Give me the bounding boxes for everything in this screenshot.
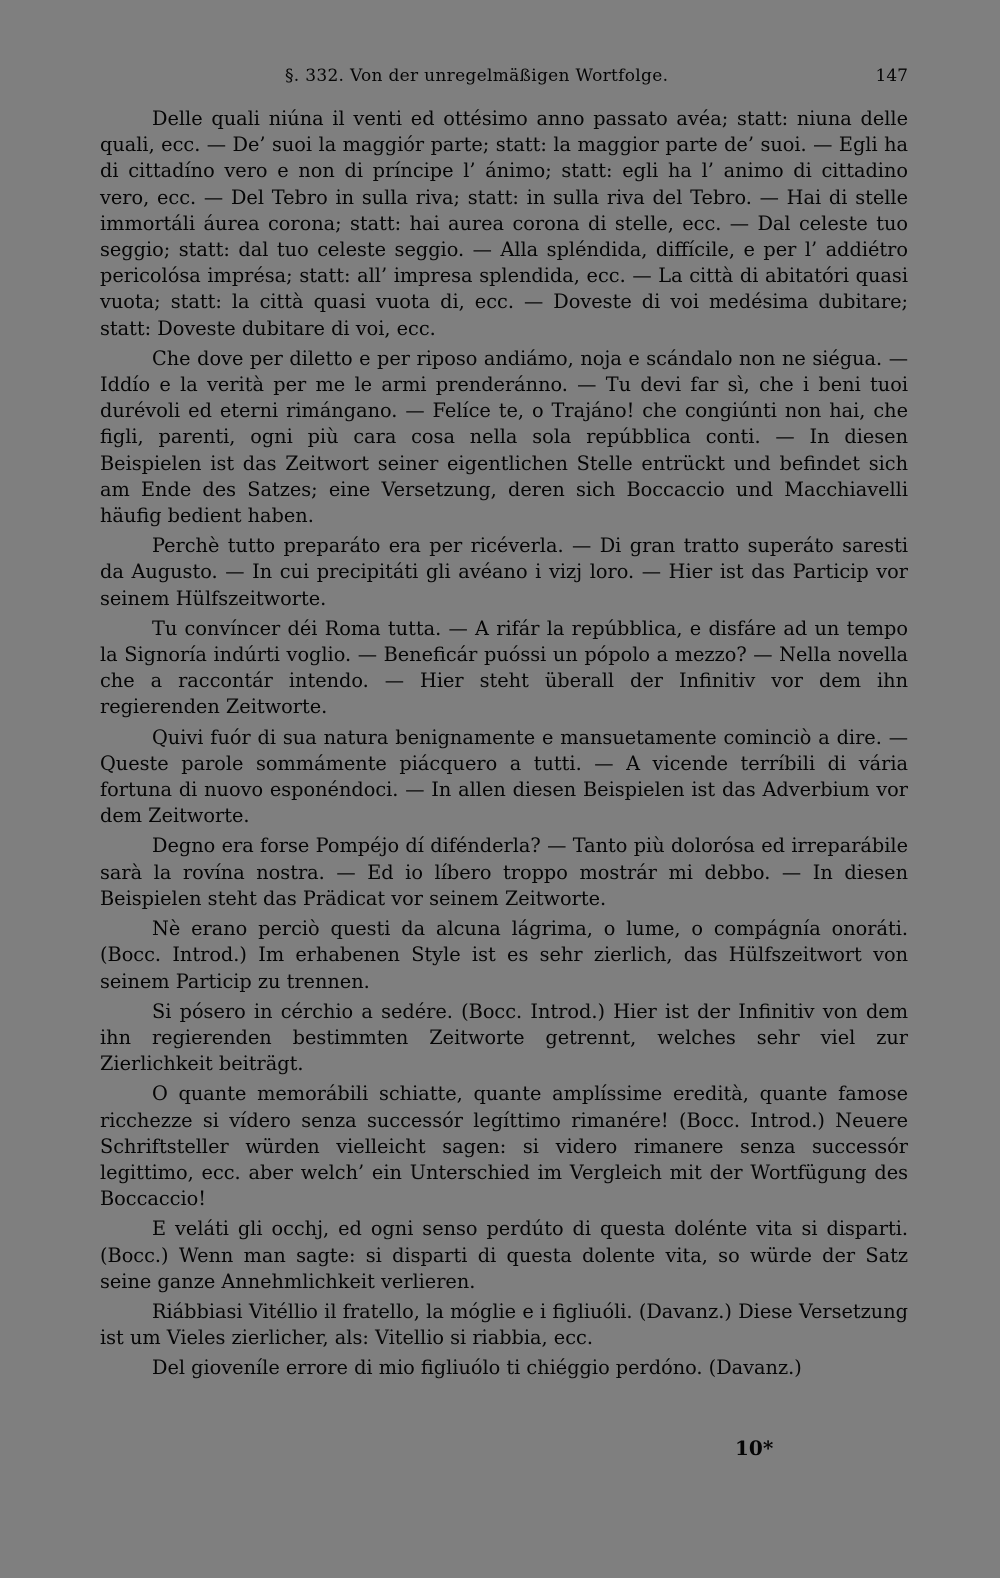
paragraph: O quante memorábili schiatte, quante amplíssime eredità, quante famose ricchezze si vídero senza successór legíttimo rimanére! (Bocc. Introd.) Neuere Schriftsteller würden vielleicht sagen: si videro rimanere senza successór legittimo, ecc. aber welch’ ein Unterschied im Vergleich mit der Wortfügung des Boccaccio! bbox=[100, 1082, 908, 1211]
paragraph: Delle quali niúna il venti ed ottésimo anno passato avéa; statt: niuna delle quali, ecc. — De’ suoi la maggiór parte; statt: la maggior parte de’ suoi. — Egli ha di cittadíno vero e non di príncipe l’ ánimo; statt: egli ha l’ animo di cittadino vero, ecc. — Del Tebro in sulla riva; statt: in sulla riva del Tebro. — Hai di stelle immortáli áurea corona; statt: hai aurea corona di stelle, ecc. — Dal celeste tuo seggio; statt: dal tuo celeste seggio. — Alla spléndida, diffícile, e per l’ addiétro pericolósa imprésa; statt: all’ impresa splendida, ecc. — La città di abitatóri quasi vuota; statt: la città quasi vuota di, ecc. — Doveste di voi medésima dubitare; statt: Doveste dubitare di voi, ecc. bbox=[100, 107, 908, 340]
body-text bbox=[100, 106, 908, 1382]
paragraph: Nè erano perciò questi da alcuna lágrima, o lume, o compágnía onoráti. (Bocc. Introd.) Im erhabenen Style ist es sehr zierlich, das Hülfszeitwort von seinem Particip zu trennen. bbox=[100, 917, 908, 993]
paragraph: E veláti gli occhj, ed ogni senso perdúto di questa dolénte vita si disparti. (Bocc.) Wenn man sagte: si disparti di questa dolente vita, so würde der Satz seine ganze Annehmlichkeit verlieren. bbox=[100, 1217, 908, 1293]
paragraph: Si pósero in cérchio a sedére. (Bocc. Introd.) Hier ist der Infinitiv von dem ihn regierenden bestimmten Zeitworte getrennt, welches sehr viel zur Zierlichkeit beiträgt. bbox=[100, 999, 908, 1076]
paragraph: Del gioveníle errore di mio figliuólo ti chiéggio perdóno. (Davanz.) bbox=[152, 1356, 802, 1380]
paragraph: Tu convíncer déi Roma tutta. — A rifár la repúbblica, e disfáre ad un tempo la Signoría indúrti voglio. — Beneficár puóssi un pópolo a mezzo? — Nella novella che a raccontár intendo. — Hier steht überall der Infinitiv vor dem ihn regierenden Zeitworte. bbox=[100, 616, 908, 719]
header-title: §. 332. Von der unregelmäßigen Wortfolge. bbox=[285, 66, 669, 86]
paragraph: Che dove per diletto e per riposo andiámo, noja e scándalo non ne siégua. — Iddío e la verità per me le armi prenderánno. — Tu devi far sì, che i beni tuoi durévoli ed eterni rimángano. — Felíce te, o Trajáno! che congiúnti non hai, che figli, parenti, ogni più cara cosa nella sola repúbblica conti. — In diesen Beispielen ist das Zeitwort seiner eigentlichen Stelle entrückt und befindet sich am Ende des Satzes; eine Versetzung, deren sich Boccaccio und Macchiavelli häufig bedient haben. bbox=[100, 346, 908, 528]
paragraph: Perchè tutto preparáto era per ricéverla. — Di gran tratto superáto saresti da Augusto. — In cui precipitáti gli avéano i vizj loro. — Hier ist das Particip vor seinem Hülfszeitworte. bbox=[100, 534, 908, 610]
running-header bbox=[100, 66, 908, 96]
paragraph: Degno era forse Pompéjo dí difénderla? — Tanto più dolorósa ed irreparábile sarà la rovína nostra. — Ed io líbero troppo mostrár mi debbo. — In diesen Beispielen steht das Prädicat vor seinem Zeitworte. bbox=[100, 834, 908, 910]
paragraph: Riábbiasi Vitéllio il fratello, la móglie e i figliuóli. (Davanz.) Diese Versetzung ist um Vieles zierlicher, als: Vitellio si riabbia, ecc. bbox=[100, 1299, 908, 1350]
sheet-signature: 10* bbox=[735, 1436, 774, 1460]
page-number: 147 bbox=[875, 66, 908, 86]
paragraph: Quivi fuór di sua natura benignamente e mansuetamente cominciò a dire. — Queste parole sommámente piácquero a tutti. — A vicende terríbili di vária fortuna di nuovo esponéndoci. — In allen diesen Beispielen ist das Adverbium vor dem Zeitworte. bbox=[100, 725, 908, 828]
